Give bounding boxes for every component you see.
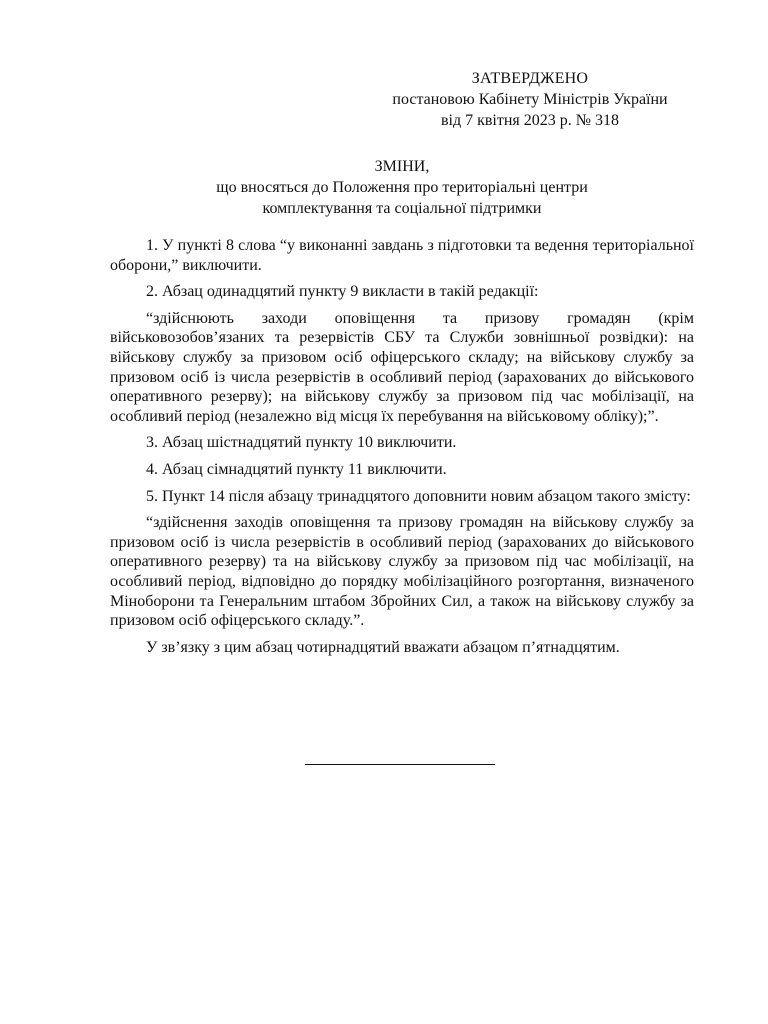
end-separator-line [305,764,495,765]
title-line-2: що вносяться до Положення про територіальні центри [216,179,588,196]
approval-heading: ЗАТВЕРДЖЕНО [471,70,589,87]
approval-block [340,68,720,131]
paragraph-item-3: 3. Абзац шістнадцятий пункту 10 виключити. [146,434,457,452]
closing-paragraph: У зв’язку з цим абзац чотирнадцятий вважати абзацом п’ятнадцятим. [146,638,620,656]
paragraph-item-1: 1. У пункті 8 слова “у виконанні завдань з підготовки та ведення територіальної оборони,” виключити. [110,237,694,274]
document-title [110,156,694,219]
document-body [110,236,694,664]
quoted-paragraph-2: “здійснення заходів оповіщення та призову громадян на військову службу за призовом осіб із числа резервістів в особливий період (зарахованих до військового оперативного резерву) та на військову службу за призовом під час мобілізації, на особливий період, відповідно до порядку мобілізаційного розгортання, визначеного Міноборони та Генеральним штабом Збройних Сил, а також на військову службу за призовом осіб офіцерського складу.”. [110,514,694,630]
quoted-paragraph-1: “здійснюють заходи оповіщення та призову громадян (крім військовозобов’язаних та резервістів СБУ та Служби зовнішньої розвідки): на військову службу за призовом осіб офіцерського складу; на військову службу за призовом осіб із числа резервістів в особливий період (зарахованих до військового оперативного резерву); на військову службу за призовом під час мобілізації, на особливий період (незалежно від місця їх перебування на військовому обліку);”. [110,309,694,425]
title-heading: ЗМІНИ, [374,158,430,175]
title-line-3: комплектування та соціальної підтримки [262,200,542,217]
approval-authority: постановою Кабінету Міністрів України [392,91,668,108]
paragraph-item-5: 5. Пункт 14 після абзацу тринадцятого доповнити новим абзацом такого змісту: [146,487,691,505]
paragraph-item-2: 2. Абзац одинадцятий пункту 9 викласти в такій редакції: [146,283,539,301]
paragraph-item-4: 4. Абзац сімнадцятий пункту 11 виключити. [146,460,447,478]
approval-date-number: від 7 квітня 2023 р. № 318 [440,112,620,129]
